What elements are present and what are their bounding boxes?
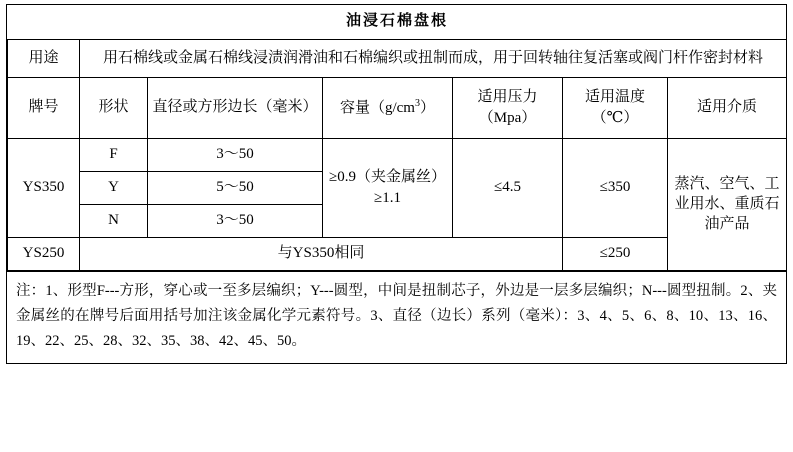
- cell-grade-ys250: YS250: [8, 237, 80, 270]
- header-capacity: [323, 77, 453, 138]
- cell-grade-ys350: YS350: [8, 138, 80, 237]
- spec-table: [7, 5, 787, 271]
- header-capacity-main: 容量（g/cm: [339, 99, 415, 116]
- cell-shape-n: N: [80, 204, 148, 237]
- cell-diameter-y: 5～50: [148, 171, 323, 204]
- usage-row: [8, 40, 787, 77]
- cell-same-as-ys350: 与YS350相同: [80, 237, 563, 270]
- page-title: 油浸石棉盘根: [8, 5, 787, 40]
- usage-text: 用石棉线或金属石棉线浸渍润滑油和石棉编织或扭制而成，用于回转轴往复活塞或阀门杆作密封材料: [80, 40, 787, 77]
- header-pressure: 适用压力（Mpa）: [453, 77, 563, 138]
- header-media: 适用介质: [668, 77, 787, 138]
- header-diameter: 直径或方形边长（毫米）: [148, 77, 323, 138]
- header-grade: 牌号: [8, 77, 80, 138]
- cell-temperature-ys250: ≤250: [563, 237, 668, 270]
- header-capacity-exponent: 3: [414, 97, 420, 109]
- cell-capacity-ys350: ≥0.9（夹金属丝）≥1.1: [323, 138, 453, 237]
- header-capacity-tail: ）: [419, 99, 435, 116]
- table-row: [8, 138, 787, 171]
- cell-shape-y: Y: [80, 171, 148, 204]
- cell-pressure-ys350: ≤4.5: [453, 138, 563, 237]
- header-shape: 形状: [80, 77, 148, 138]
- table-header-row: [8, 77, 787, 138]
- spec-sheet: [6, 4, 787, 364]
- header-temperature: 适用温度（℃）: [563, 77, 668, 138]
- cell-diameter-f: 3～50: [148, 138, 323, 171]
- title-row: [8, 5, 787, 40]
- cell-media: 蒸汽、空气、工业用水、重质石油产品: [668, 138, 787, 270]
- cell-diameter-n: 3～50: [148, 204, 323, 237]
- usage-label: 用途: [8, 40, 80, 77]
- cell-temperature-ys350: ≤350: [563, 138, 668, 237]
- cell-shape-f: F: [80, 138, 148, 171]
- notes-text: 注：1、形型F---方形，穿心或一至多层编织；Y---圆型，中间是扭制芯子，外边是一层多层编织；N---圆型扭制。2、夹金属丝的在牌号后面用括号加注该金属化学元素符号。3、直径（边长）系列（毫米）：3、4、5、6、8、10、13、16、19、22、25、28、32、35、38、42、45、50。: [7, 271, 786, 363]
